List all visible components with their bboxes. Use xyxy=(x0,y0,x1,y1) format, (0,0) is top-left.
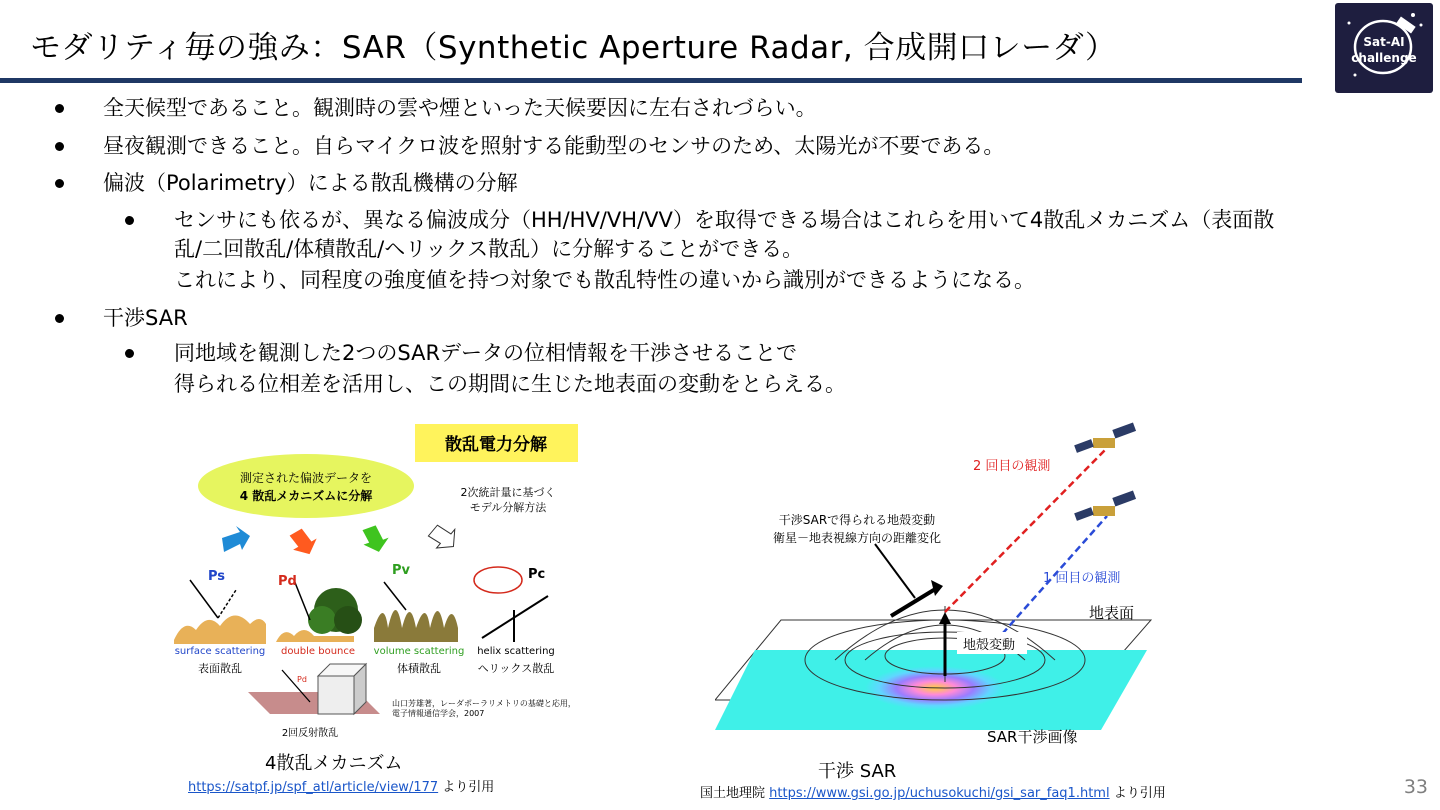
bullet-dot xyxy=(55,142,64,151)
bullet-dot xyxy=(55,104,64,113)
pd-small-label: Pd xyxy=(297,675,307,684)
insar-figure xyxy=(715,420,1160,750)
helix-en: helix scattering xyxy=(477,646,555,657)
sub-bullet-polarimetry-line3: これにより、同程度の強度値を持つ対象でも散乱特性の違いから識別ができるようになる。 xyxy=(174,268,1035,292)
header-text: 散乱電力分解 xyxy=(445,435,547,455)
bullet-insar: 干渉SAR xyxy=(103,306,188,330)
scattering-diagram xyxy=(170,420,590,745)
deformation-note-1: 干渉SARで得られる地殻変動 xyxy=(778,513,936,527)
ps-label: Ps xyxy=(208,569,226,584)
volume-grass xyxy=(374,610,458,642)
sub-bullet-polarimetry-line2: 乱/二回散乱/体積散乱/ヘリックス散乱）に分解することができる。 xyxy=(174,237,804,261)
deformation-note-2: 衛星－地表視線方向の距離変化 xyxy=(772,531,942,545)
surface-en: surface scattering xyxy=(174,646,266,657)
insar-source xyxy=(700,782,1166,801)
title-underline xyxy=(0,78,1302,83)
logo-text-1: Sat-AI xyxy=(1363,35,1405,49)
surface-ja: 表面散乱 xyxy=(198,662,242,675)
pv-label: Pv xyxy=(392,563,411,578)
crust-label: 地殻変動 xyxy=(963,638,1016,653)
insar-source-link[interactable]: https://www.gsi.go.jp/uchusokuchi/gsi_sar_faq1.html xyxy=(769,786,1110,801)
sat-ai-challenge-logo xyxy=(1335,3,1433,93)
insar-source-prefix: 国土地理院 xyxy=(700,786,770,801)
bullet-polarimetry: 偏波（Polarimetry）による散乱機構の分解 xyxy=(103,171,518,195)
ellipse xyxy=(198,454,414,518)
method-note-2: モデル分解方法 xyxy=(469,501,547,514)
ellipse-text-2: 4 散乱メカニズムに分解 xyxy=(239,489,373,503)
sub-bullet-dot xyxy=(125,349,134,358)
helix-arrow-icon xyxy=(426,519,463,556)
scattering-caption: 4散乱メカニズム xyxy=(265,753,403,774)
reflection-label: 2回反射散乱 xyxy=(281,728,339,739)
scattering-figure xyxy=(170,420,590,745)
reflection-box xyxy=(318,676,354,714)
los-change-arrow-icon xyxy=(891,588,937,616)
second-obs-label: 2 回目の観測 xyxy=(973,459,1051,474)
bullet-day-night: 昼夜観測できること。自らマイクロ波を照射する能動型のセンサのため、太陽光が不要である。 xyxy=(103,134,1005,158)
sub-bullet-insar-line1: 同地域を観測した2つのSARデータの位相情報を干渉させることで xyxy=(174,341,798,365)
first-obs-label: 1 回目の観測 xyxy=(1043,571,1121,586)
slide-title: モダリティ毎の強み：SAR（Synthetic Aperture Radar, 合成開口レーダ） xyxy=(30,30,1117,66)
double-en: double bounce xyxy=(280,646,356,657)
image-label: SAR干渉画像 xyxy=(987,728,1078,746)
scattering-source-suffix: より引用 xyxy=(438,780,495,795)
sub-bullet-polarimetry-line1: センサにも依るが、異なる偏波成分（HH/HV/VH/VV）を取得できる場合はこれらを用いて4散乱メカニズム（表面散 xyxy=(174,208,1275,232)
insar-source-suffix: より引用 xyxy=(1109,786,1166,801)
surface-arrow-icon xyxy=(222,526,250,552)
logo-text-2: challenge xyxy=(1351,51,1417,65)
scattering-source xyxy=(188,776,494,795)
helix-ja: ヘリックス散乱 xyxy=(477,662,555,675)
sub-bullet-dot xyxy=(125,216,134,225)
volume-arrow-icon xyxy=(359,523,392,556)
method-note-1: 2次統計量に基づく xyxy=(460,486,556,499)
sub-bullet-insar-line2: 得られる位相差を活用し、この期間に生じた地表面の変動をとらえる。 xyxy=(174,372,846,396)
volume-en: volume scattering xyxy=(373,646,465,657)
scattering-source-link[interactable]: https://satpf.jp/spf_atl/article/view/177 xyxy=(188,780,439,795)
pc-label: Pc xyxy=(528,567,546,582)
bullet-all-weather: 全天候型であること。観測時の雲や煙といった天候要因に左右されづらい。 xyxy=(103,96,817,120)
satellite-2-icon xyxy=(1074,422,1136,452)
bullet-dot xyxy=(55,314,64,323)
helix-ellipse xyxy=(474,567,522,593)
ground-label: 地表面 xyxy=(1089,604,1135,622)
surface-ground xyxy=(174,615,266,644)
citation-1: 山口芳雄著，レーダポーラリメトリの基礎と応用， xyxy=(392,699,576,708)
uplift-arrow-icon xyxy=(939,612,951,624)
double-arrow-icon xyxy=(286,525,322,561)
bullet-dot xyxy=(55,179,64,188)
citation-2: 電子情報通信学会，2007 xyxy=(392,709,485,718)
page-number: 33 xyxy=(1403,776,1428,798)
logo-graphic xyxy=(1335,3,1433,93)
insar-caption: 干渉 SAR xyxy=(818,761,897,782)
volume-ja: 体積散乱 xyxy=(397,662,441,675)
pd-label: Pd xyxy=(278,574,297,589)
ellipse-text-1: 測定された偏波データを xyxy=(239,471,373,485)
insar-diagram xyxy=(715,420,1160,750)
